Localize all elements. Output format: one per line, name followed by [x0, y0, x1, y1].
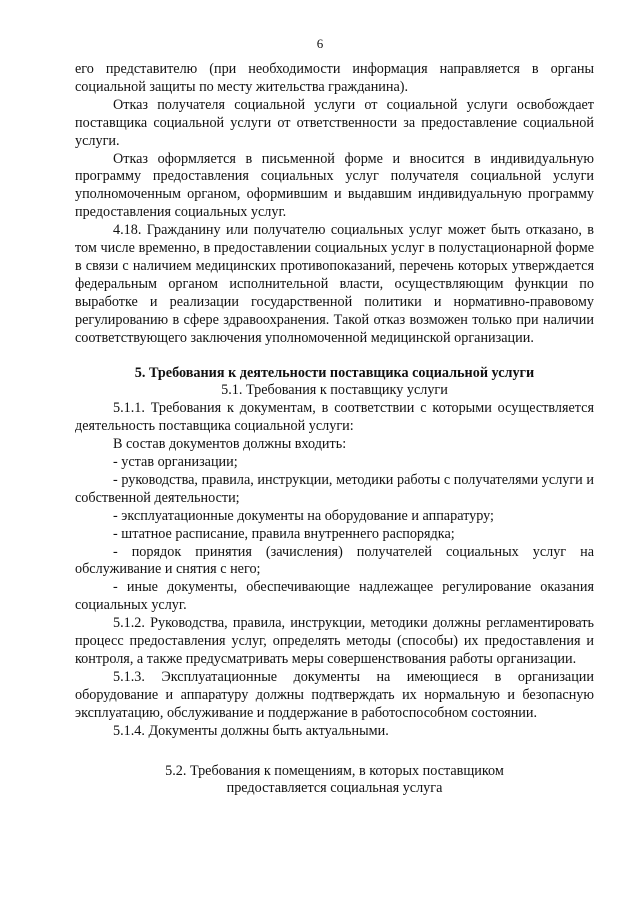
subsection-5-1-title: 5.1. Требования к поставщику услуги	[221, 382, 448, 399]
list-item: - устав организации;	[113, 454, 238, 471]
list-item: - эксплуатационные документы на оборудование и аппаратуру;	[113, 507, 494, 524]
spacer	[75, 741, 594, 763]
paragraph-5-1-3: 5.1.3. Эксплуатационные документы на имеющиеся в организации оборудование и аппаратуру должны подтверждать их нормальную и безопасную эксплуатацию, обслуживание и поддержание в работоспособном состоянии.	[75, 668, 594, 721]
paragraph-5-1-1: 5.1.1. Требования к документам, в соответствии с которыми осуществляется деятельность поставщика социальной услуги:	[75, 400, 594, 435]
page-number: 6	[316, 36, 324, 51]
paragraph-continuation: его представителю (при необходимости информация направляется в органы социальной защиты по месту жительства гражданина).	[75, 61, 594, 95]
list-item: - штатное расписание, правила внутреннего распорядка;	[113, 525, 455, 542]
subsection-5-2-title-line1: 5.2. Требования к помещениям, в которых поставщиком	[165, 762, 504, 779]
paragraph-4-18: 4.18. Гражданину или получателю социальных услуг может быть отказано, в том числе временно, в предоставлении социальных услуг в полустационарной форме в связи с наличием медицинских противопоказаний, перечень которых утверждается федеральным органом исполнительной власти, осуществляющим функции по выработке и реализации государственной политики и нормативно-правовому регулированию в сфере здравоохранения. Такой отказ возможен только при наличии соответствующего заключения уполномоченной медицинской организации.	[75, 222, 594, 346]
list-item: - иные документы, обеспечивающие надлежащее регулирование оказания социальных услуг.	[75, 579, 594, 614]
paragraph-5-1-4: 5.1.4. Документы должны быть актуальными.	[113, 722, 389, 739]
spacer	[75, 348, 594, 365]
paragraph-refusal-liability: Отказ получателя социальной услуги от социальной услуги освобождает поставщика социальной услуги от ответственности за предоставление социальной услуги.	[75, 96, 594, 149]
subsection-5-2-title-line2: предоставляется социальная услуга	[226, 780, 443, 797]
paragraph-refusal-form: Отказ оформляется в письменной форме и вносится в индивидуальную программу предоставления социальных услуг получателя социальной услуги уполномоченным органом, оформившим и выдавшим индивидуальную программу предоставления социальных услуг.	[75, 150, 594, 221]
paragraph-documents-intro: В состав документов должны входить:	[113, 436, 347, 453]
list-item: - порядок принятия (зачисления) получателей социальных услуг на обслуживание и снятия с него;	[75, 543, 594, 578]
paragraph-5-1-2: 5.1.2. Руководства, правила, инструкции, методики должны регламентировать процесс предоставления услуг, определять методы (способы) их предоставления и контроля, а также предусматривать меры совершенствования работы организации.	[75, 615, 594, 667]
list-item: - руководства, правила, инструкции, методики работы с получателями услуги и собственной деятельности;	[75, 471, 594, 506]
section-5-title: 5. Требования к деятельности поставщика социальной услуги	[134, 364, 535, 381]
document-body	[75, 61, 594, 798]
